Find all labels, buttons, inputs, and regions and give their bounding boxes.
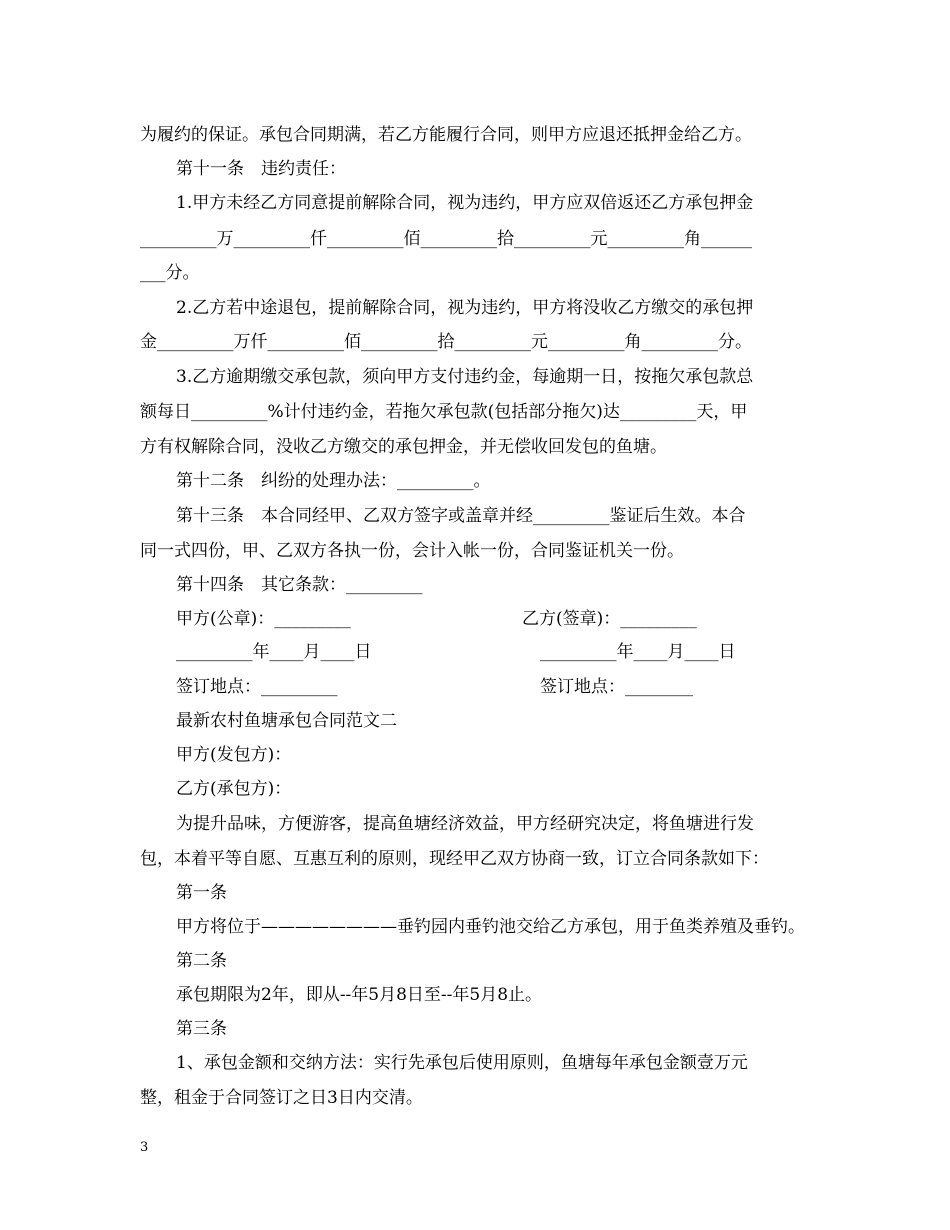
- text-line: 包，本着平等自愿、互惠互利的原则，现经甲乙双方协商一致，订立合同条款如下：: [140, 849, 769, 869]
- text-line: 为履约的保证。承包合同期满，若乙方能履行合同，则甲方应退还抵押金给乙方。: [140, 125, 752, 145]
- text-line: 2.乙方若中途退包，提前解除合同，视为违约，甲方将没收乙方缴交的承包押: [176, 298, 754, 318]
- party-b-sign-field: 乙方(签章)：_________: [522, 609, 697, 629]
- text-line: 同一式四份，甲、乙双方各执一份，会计入帐一份，合同鉴证机关一份。: [140, 541, 684, 561]
- text-line: 承包期限为2年，即从--年5月8日至--年5月8止。: [176, 985, 543, 1005]
- article-heading: 第三条: [176, 1019, 227, 1039]
- party-a-label: 甲方(发包方)：: [176, 745, 292, 765]
- text-line: 金_________万仟_________佰_________拾_________元_________角_________分。: [140, 332, 752, 352]
- article-11-heading: 第十一条 违约责任：: [176, 159, 346, 179]
- section-title: 最新农村鱼塘承包合同范文二: [176, 711, 397, 731]
- article-13-heading: 第十三条 本合同经甲、乙双方签字或盖章并经_________鉴证后生效。本合: [176, 506, 746, 526]
- text-line: 额每日_________%计付违约金，若拖欠承包款(包括部分拖欠)达_________天，甲: [140, 402, 748, 422]
- text-line: 为提升品味，方便游客，提高鱼塘经济效益，甲方经研究决定，将鱼塘进行发: [176, 814, 754, 834]
- text-line: 3.乙方逾期缴交承包款，须向甲方支付违约金，每逾期一日，按拖欠承包款总: [176, 367, 754, 387]
- text-line: 甲方将位于————————垂钓园内垂钓池交给乙方承包，用于鱼类养殖及垂钓。: [176, 917, 805, 937]
- text-line: 1.甲方未经乙方同意提前解除合同，视为违约，甲方应双倍返还乙方承包押金: [176, 193, 754, 213]
- article-heading: 第一条: [176, 883, 227, 903]
- text-line: 整，租金于合同签订之日3日内交清。: [140, 1088, 423, 1108]
- party-b-date-field: _________年____月____日: [540, 642, 736, 662]
- text-line: _________万_________仟_________佰_________拾_________元_________角______: [140, 229, 752, 249]
- text-line: 方有权解除合同，没收乙方缴交的承包押金，并无偿收回发包的鱼塘。: [140, 437, 667, 457]
- party-a-seal-field: 甲方(公章)：_________: [176, 609, 351, 629]
- page-number: 3: [140, 1140, 149, 1155]
- text-line: ___分。: [140, 263, 200, 283]
- article-14-heading: 第十四条 其它条款：_________: [176, 575, 423, 595]
- party-a-place-field: 签订地点：_________: [176, 677, 338, 697]
- party-b-place-field: 签订地点：________: [540, 677, 693, 697]
- article-heading: 第二条: [176, 951, 227, 971]
- text-line: 1、承包金额和交纳方法：实行先承包后使用原则，鱼塘每年承包金额壹万元: [176, 1053, 748, 1073]
- party-a-date-field: _________年____月____日: [176, 642, 372, 662]
- article-12-heading: 第十二条 纠纷的处理办法：_________。: [176, 471, 491, 491]
- party-b-label: 乙方(承包方)：: [176, 779, 292, 799]
